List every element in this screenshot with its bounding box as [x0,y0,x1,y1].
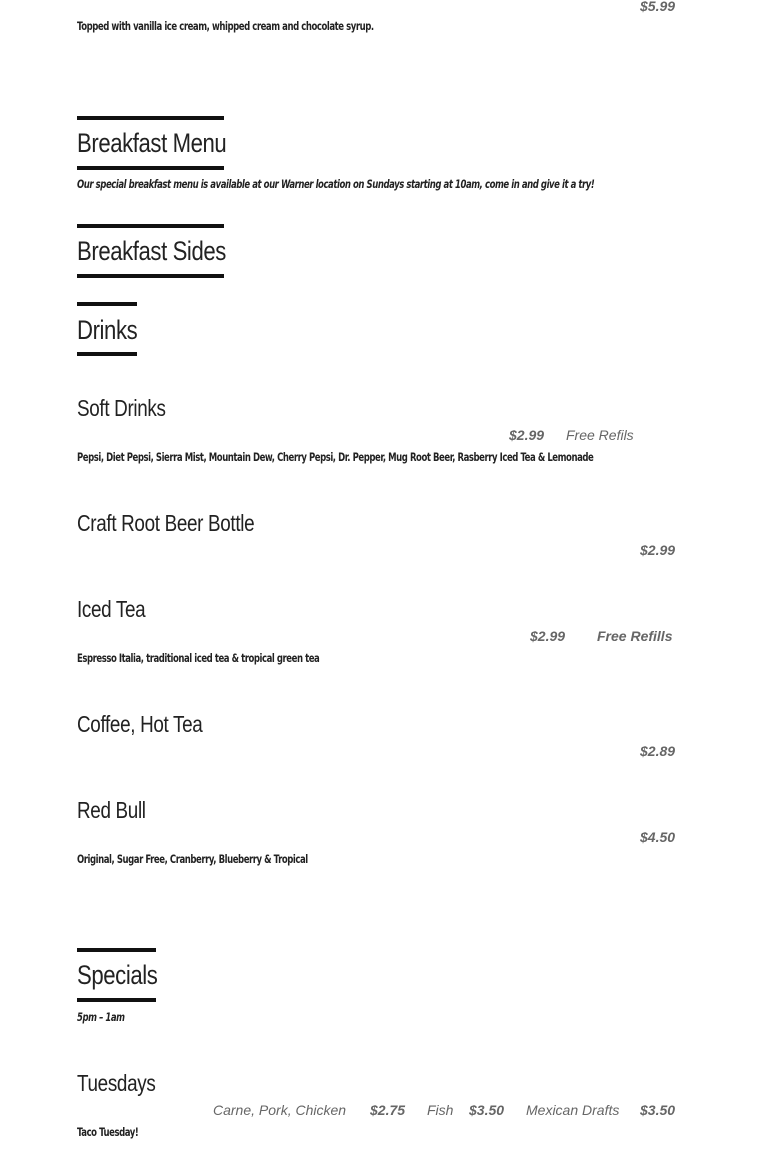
top-item-price: $5.99 [640,0,676,14]
special-offer-label: Fish [427,1102,454,1118]
drink-item-price: $2.89 [640,743,676,759]
specials-title: Specials [77,960,158,990]
special-offer-price: $3.50 [469,1102,505,1118]
breakfast-menu-note: Our special breakfast menu is available at our Warner location on Sundays starting at 10am, come in and give it a try! [77,177,595,191]
drink-item-refill-note: Free Refils [566,427,634,443]
drink-item-name: Red Bull [77,797,146,823]
drink-item-description: Original, Sugar Free, Cranberry, Blueberry & Tropical [77,852,308,866]
special-item-description: Taco Tuesday! [77,1125,139,1139]
drinks-header [77,302,137,356]
drink-item-name: Coffee, Hot Tea [77,711,203,737]
breakfast-sides-title: Breakfast Sides [77,236,226,266]
specials-hours: 5pm – 1am [77,1010,125,1024]
drink-item-refill-note: Free Refills [597,628,673,644]
special-item-name: Tuesdays [77,1070,156,1096]
drink-item-price: $4.50 [640,829,676,845]
special-offer-price: $3.50 [640,1102,676,1118]
drink-item-description: Espresso Italia, traditional iced tea & tropical green tea [77,651,320,665]
drink-item-name: Craft Root Beer Bottle [77,510,255,536]
drinks-title: Drinks [77,315,138,345]
top-item-description: Topped with vanilla ice cream, whipped cream and chocolate syrup. [77,19,374,33]
breakfast-menu-title: Breakfast Menu [77,128,227,158]
drink-item-price: $2.99 [509,427,545,443]
special-offer-label: Carne, Pork, Chicken [213,1102,347,1118]
special-offer-label: Mexican Drafts [526,1102,620,1118]
specials-header [77,948,156,1002]
breakfast-sides-header [77,224,224,278]
special-offer-price: $2.75 [370,1102,406,1118]
drink-item-name: Soft Drinks [77,395,166,421]
drink-item-price: $2.99 [530,628,566,644]
breakfast-menu-header [77,116,227,170]
drink-item-description: Pepsi, Diet Pepsi, Sierra Mist, Mountain Dew, Cherry Pepsi, Dr. Pepper, Mug Root Beer, Rasberry Iced Tea & Lemonade [77,450,594,464]
drink-item-name: Iced Tea [77,596,146,622]
drink-item-price: $2.99 [640,542,676,558]
